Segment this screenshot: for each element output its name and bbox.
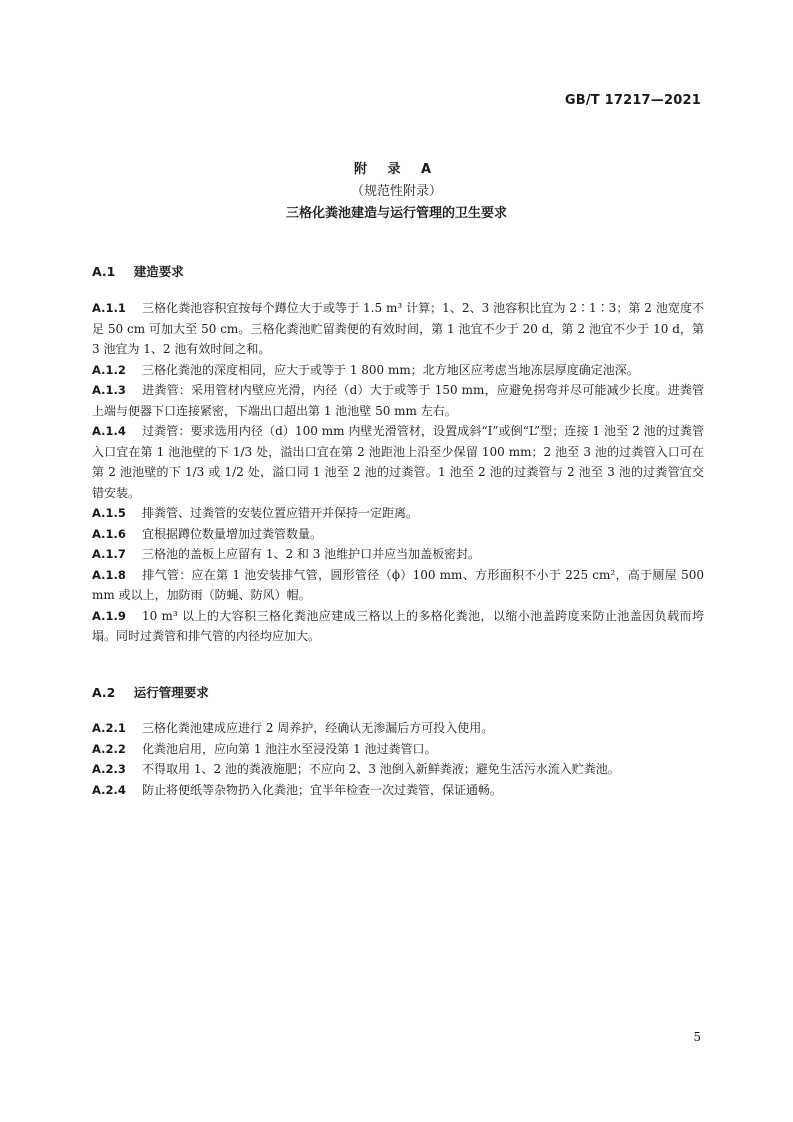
clause-text: 10 m³ 以上的大容积三格化粪池应建成三格以上的多格化粪池，以缩小池盖跨度来防止池盖因负载而垮塌。同时过粪管和排气管的内径均应加大。 [92,608,704,643]
clause-text: 三格化粪池容积宜按每个蹲位大于或等于 1.5 m³ 计算；1、2、3 池容积比宜为 2∶1∶3；第 2 池宽度不足 50 cm 可加大至 50 cm。三格化粪池贮留粪便的有效时间，第 1 池宜不少于 20 d，第 2 池宜不少于 10 d，第 3 池宜为 1、2 池有效时间之和。 [92,301,704,356]
clause-a1-4 [92,421,704,503]
clause-number: A.1.8 [92,567,126,582]
clause-number: A.2.2 [92,741,126,756]
clause-a2-4 [92,780,704,801]
clause-a1-5 [92,503,704,524]
clause-a2-1 [92,718,704,739]
clause-a1-2 [92,360,704,381]
clause-number: A.1.6 [92,526,126,541]
clause-text: 防止将便纸等杂物扔入化粪池；宜半年检查一次过粪管，保证通畅。 [142,782,503,797]
clause-a1-3 [92,380,704,421]
clause-text: 过粪管：要求选用内径（d）100 mm 内壁光滑管材，设置成斜“I”或倒“L”型；连接 1 池至 2 池的过粪管入口宜在第 1 池池壁的下 1/3 处，溢出口宜在第 2 池距池上沿至少保留 100 mm；2 池至 3 池的过粪管入口可在第 2 池池壁的下 1/3 或 1/2 处，溢口同 1 池至 2 池的过粪管。1 池至 2 池的过粪管与 2 池至 3 池的过粪管宜交错安装。 [92,424,704,500]
clause-a1-6 [92,524,704,545]
section-title: 建造要求 [133,264,184,279]
clause-text: 排粪管、过粪管的安装位置应错开并保持一定距离。 [142,506,419,520]
clause-a1-7 [92,544,704,565]
clause-text: 排气管：应在第 1 池安装排气管，圆形管径（ϕ）100 mm、方形面积不小于 225 cm²，高于厕屋 500 mm 或以上，加防雨（防蝇、防风）帽。 [92,567,704,602]
annex-heading [0,160,793,224]
page-number: 5 [693,1030,701,1044]
annex-nature: （规范性附录） [350,184,442,199]
section-heading-a1 [92,262,184,280]
annex-title: 附 录 A [353,162,440,177]
clause-text: 进粪管：采用管材内壁应光滑，内径（d）大于或等于 150 mm，应避免拐弯并尽可能减少长度。进粪管上端与便器下口连接紧密，下端出口超出第 1 池池壁 50 mm 左右。 [92,383,704,418]
clause-text: 宜根据蹲位数量增加过粪管数量。 [142,526,323,541]
annex-subtitle: 三格化粪池建造与运行管理的卫生要求 [285,206,507,221]
clause-number: A.2.1 [92,721,126,735]
clause-number: A.2.4 [92,782,126,797]
clause-a2-2 [92,739,704,760]
clause-number: A.2.3 [92,762,126,776]
clause-number: A.1.9 [92,608,126,623]
section-title: 运行管理要求 [133,685,209,700]
clause-number: A.1.4 [92,424,126,438]
clause-a1-8 [92,565,704,606]
clause-a2-3 [92,759,704,780]
standard-code: GB/T 17217—2021 [564,93,701,108]
section-number: A.2 [92,685,116,700]
clause-text: 不得取用 1、2 池的粪液施肥；不应向 2、3 池倒入新鲜粪液；避免生活污水流入贮粪池。 [142,762,620,776]
clause-number: A.1.7 [92,547,126,561]
clause-a1-9 [92,606,704,647]
section-heading-a2 [92,683,209,701]
clause-number: A.1.1 [92,301,126,315]
section-number: A.1 [92,264,116,279]
clause-text: 三格化粪池建成应进行 2 周养护，经确认无渗漏后方可投入使用。 [142,721,494,735]
clause-number: A.1.5 [92,506,126,520]
clause-number: A.1.2 [92,362,126,377]
section-body-a2 [92,718,704,800]
clause-a1-1 [92,298,704,360]
clause-number: A.1.3 [92,383,126,397]
clause-text: 三格池的盖板上应留有 1、2 和 3 池维护口并应当加盖板密封。 [142,547,481,561]
clause-text: 化粪池启用，应向第 1 池注水至浸没第 1 池过粪管口。 [142,741,437,756]
section-body-a1 [92,298,704,647]
clause-text: 三格化粪池的深度相同，应大于或等于 1 800 mm；北方地区应考虑当地冻层厚度确定池深。 [142,362,639,377]
